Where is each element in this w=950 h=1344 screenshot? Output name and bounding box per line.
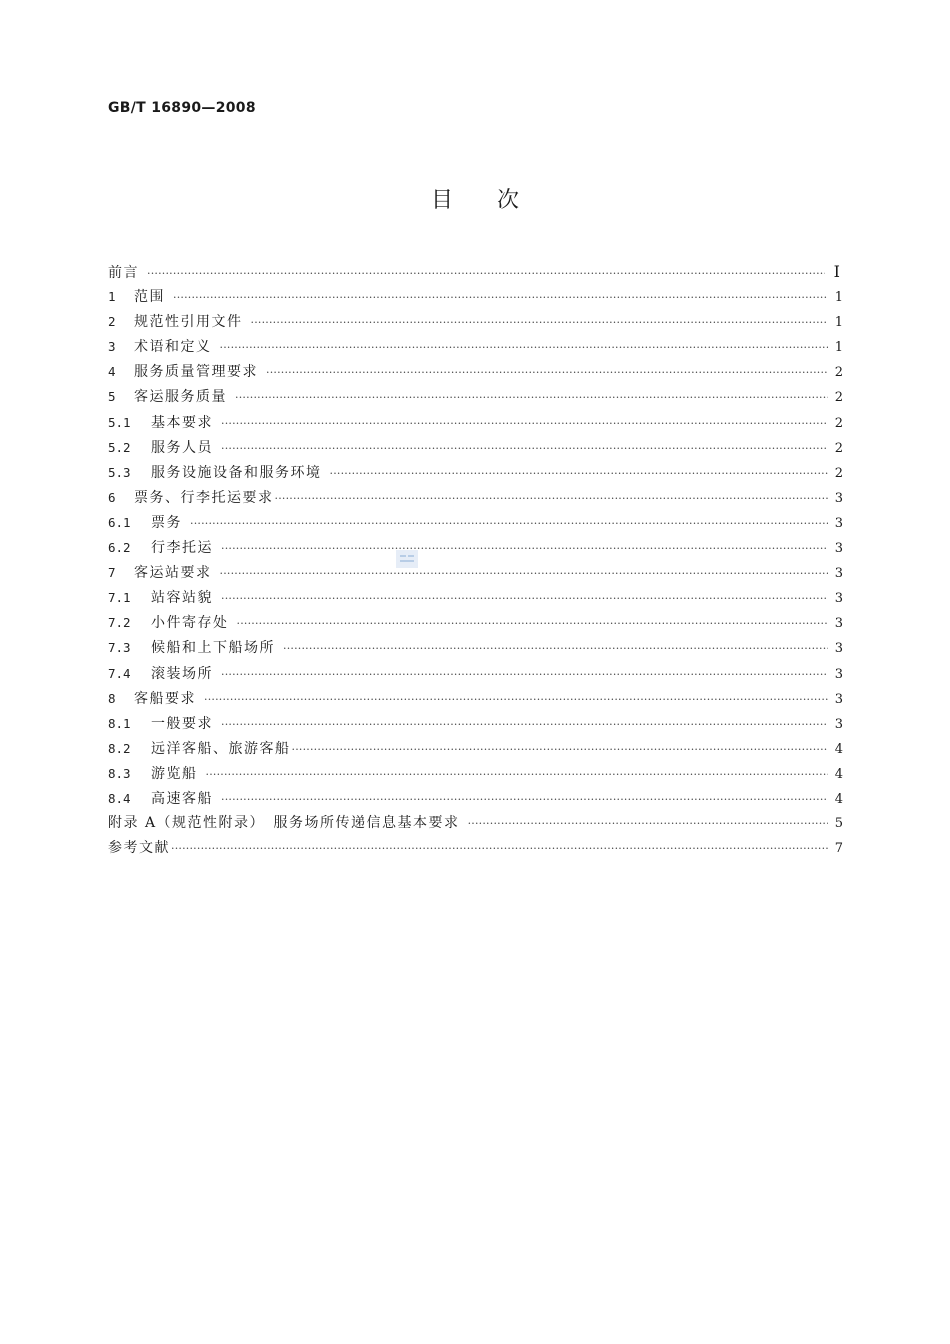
- toc-entry[interactable]: [108, 510, 843, 535]
- toc-entry[interactable]: [108, 836, 843, 861]
- toc-dot-leader: [330, 461, 829, 486]
- watermark-icon: [396, 548, 418, 570]
- toc-entry[interactable]: [108, 661, 843, 686]
- toc-entry-title: 服务设施设备和服务环境: [151, 464, 322, 481]
- toc-entry-title: 行李托运: [151, 540, 213, 557]
- toc-entry-title: 远洋客船、旅游客船: [151, 740, 291, 757]
- toc-entry[interactable]: [108, 786, 843, 811]
- toc-page-number: 2: [834, 415, 843, 431]
- toc-entry-number: 8.1: [108, 715, 131, 731]
- table-of-contents: [108, 259, 843, 861]
- toc-entry-number: 7.4: [108, 665, 131, 681]
- toc-entry-number: 6.1: [108, 514, 131, 530]
- toc-entry[interactable]: [108, 635, 843, 660]
- toc-entry[interactable]: [108, 284, 843, 309]
- toc-entry[interactable]: [108, 359, 843, 384]
- toc-entry-number: 3: [108, 339, 116, 355]
- toc-entry-title: 服务质量管理要求: [134, 364, 258, 381]
- toc-entry-number: 5.1: [108, 414, 131, 430]
- toc-entry[interactable]: [108, 560, 843, 585]
- toc-entry-title: 游览船: [151, 765, 198, 782]
- toc-dot-leader: [221, 662, 828, 687]
- toc-entry[interactable]: [108, 736, 843, 761]
- toc-dot-leader: [220, 335, 829, 360]
- toc-page-number: 3: [834, 666, 843, 682]
- toc-page-number: 3: [834, 515, 843, 531]
- toc-page-number: 4: [834, 791, 843, 807]
- toc-page-number: 3: [834, 641, 843, 657]
- toc-entry[interactable]: [108, 334, 843, 359]
- toc-entry[interactable]: [108, 610, 843, 635]
- toc-dot-leader: [147, 261, 825, 286]
- toc-entry-number: 5.2: [108, 439, 131, 455]
- toc-entry-number: 8.3: [108, 765, 131, 781]
- toc-entry-title: 滚装场所: [151, 665, 213, 682]
- toc-entry[interactable]: [108, 410, 843, 435]
- page-title: 目 次: [430, 188, 519, 213]
- toc-entry-number: 6: [108, 489, 116, 505]
- toc-entry-title: 一般要求: [151, 715, 213, 732]
- toc-entry[interactable]: [108, 711, 843, 736]
- toc-page-number: 1: [834, 315, 843, 331]
- toc-dot-leader: [468, 811, 828, 836]
- toc-entry-number: 6.2: [108, 540, 131, 556]
- toc-page-number: 5: [834, 816, 843, 832]
- toc-dot-leader: [237, 611, 829, 636]
- toc-entry-title: 候船和上下船场所: [151, 640, 275, 657]
- toc-entry-number: 7.3: [108, 640, 131, 656]
- toc-entry-title: 附录 A（规范性附录） 服务场所传递信息基本要求: [108, 815, 460, 832]
- toc-entry-title: 前言: [108, 265, 139, 281]
- toc-entry-title: 票务、行李托运要求: [134, 489, 274, 506]
- toc-page-number: 1: [834, 340, 843, 356]
- toc-dot-leader: [221, 536, 828, 561]
- toc-entry-number: 5.3: [108, 464, 131, 480]
- toc-entry-number: 7: [108, 565, 116, 581]
- toc-page-number: 2: [834, 440, 843, 456]
- toc-entry-number: 2: [108, 314, 116, 330]
- toc-entry-title: 客船要求: [134, 690, 196, 707]
- toc-page-number: 3: [834, 591, 843, 607]
- toc-entry-title: 规范性引用文件: [134, 314, 243, 331]
- toc-entry[interactable]: [108, 309, 843, 334]
- toc-dot-leader: [221, 787, 828, 812]
- toc-entry-number: 8: [108, 690, 116, 706]
- toc-entry-title: 服务人员: [151, 439, 213, 456]
- toc-entry-number: 1: [108, 289, 116, 305]
- toc-entry-title: 参考文献: [108, 840, 170, 857]
- toc-entry[interactable]: [108, 811, 843, 836]
- toc-entry-number: 5: [108, 389, 116, 405]
- toc-page-number: 2: [834, 365, 843, 381]
- toc-page-number: 4: [834, 741, 843, 757]
- toc-page-number: 3: [834, 691, 843, 707]
- toc-entry-title: 票务: [151, 514, 182, 531]
- toc-dot-leader: [171, 836, 828, 861]
- toc-dot-leader: [221, 436, 828, 461]
- toc-dot-leader: [275, 486, 829, 511]
- toc-entry[interactable]: [108, 435, 843, 460]
- toc-page-number: 3: [834, 541, 843, 557]
- toc-entry[interactable]: [108, 535, 843, 560]
- toc-entry-title: 高速客船: [151, 790, 213, 807]
- toc-entry-title: 客运服务质量: [134, 389, 227, 406]
- toc-dot-leader: [173, 285, 828, 310]
- toc-dot-leader: [221, 712, 828, 737]
- toc-entry[interactable]: [108, 384, 843, 409]
- toc-entry-title: 基本要求: [151, 414, 213, 431]
- toc-entry-number: 8.4: [108, 790, 131, 806]
- toc-entry-title: 范围: [134, 289, 165, 306]
- toc-page-number: 3: [834, 490, 843, 506]
- toc-dot-leader: [204, 687, 828, 712]
- toc-page-number: 3: [834, 616, 843, 632]
- toc-entry[interactable]: [108, 761, 843, 786]
- toc-dot-leader: [283, 636, 828, 661]
- toc-entry-number: 7.2: [108, 615, 131, 631]
- toc-dot-leader: [251, 310, 829, 335]
- toc-page-number: 3: [834, 716, 843, 732]
- toc-entry-number: 4: [108, 364, 116, 380]
- toc-entry[interactable]: [108, 585, 843, 610]
- toc-dot-leader: [292, 737, 829, 762]
- toc-entry[interactable]: [108, 686, 843, 711]
- toc-page-number: 3: [834, 566, 843, 582]
- toc-entry[interactable]: [108, 259, 843, 284]
- toc-page-number: I: [833, 262, 840, 281]
- toc-entry-title: 小件寄存处: [151, 615, 229, 632]
- toc-dot-leader: [190, 511, 828, 536]
- standard-code: GB/T 16890—2008: [108, 100, 256, 116]
- toc-entry-number: 8.2: [108, 740, 131, 756]
- toc-entry[interactable]: [108, 460, 843, 485]
- toc-entry[interactable]: [108, 485, 843, 510]
- toc-page-number: 2: [834, 390, 843, 406]
- toc-dot-leader: [221, 586, 828, 611]
- toc-page-number: 2: [834, 465, 843, 481]
- toc-entry-title: 客运站要求: [134, 565, 212, 582]
- toc-dot-leader: [221, 411, 828, 436]
- toc-entry-number: 7.1: [108, 590, 131, 606]
- toc-page-number: 7: [834, 841, 843, 857]
- toc-dot-leader: [220, 561, 829, 586]
- toc-page-number: 4: [834, 766, 843, 782]
- toc-entry-title: 术语和定义: [134, 339, 212, 356]
- toc-dot-leader: [206, 762, 829, 787]
- toc-entry-title: 站容站貌: [151, 590, 213, 607]
- toc-dot-leader: [235, 385, 828, 410]
- toc-page-number: 1: [834, 290, 843, 306]
- toc-dot-leader: [266, 360, 828, 385]
